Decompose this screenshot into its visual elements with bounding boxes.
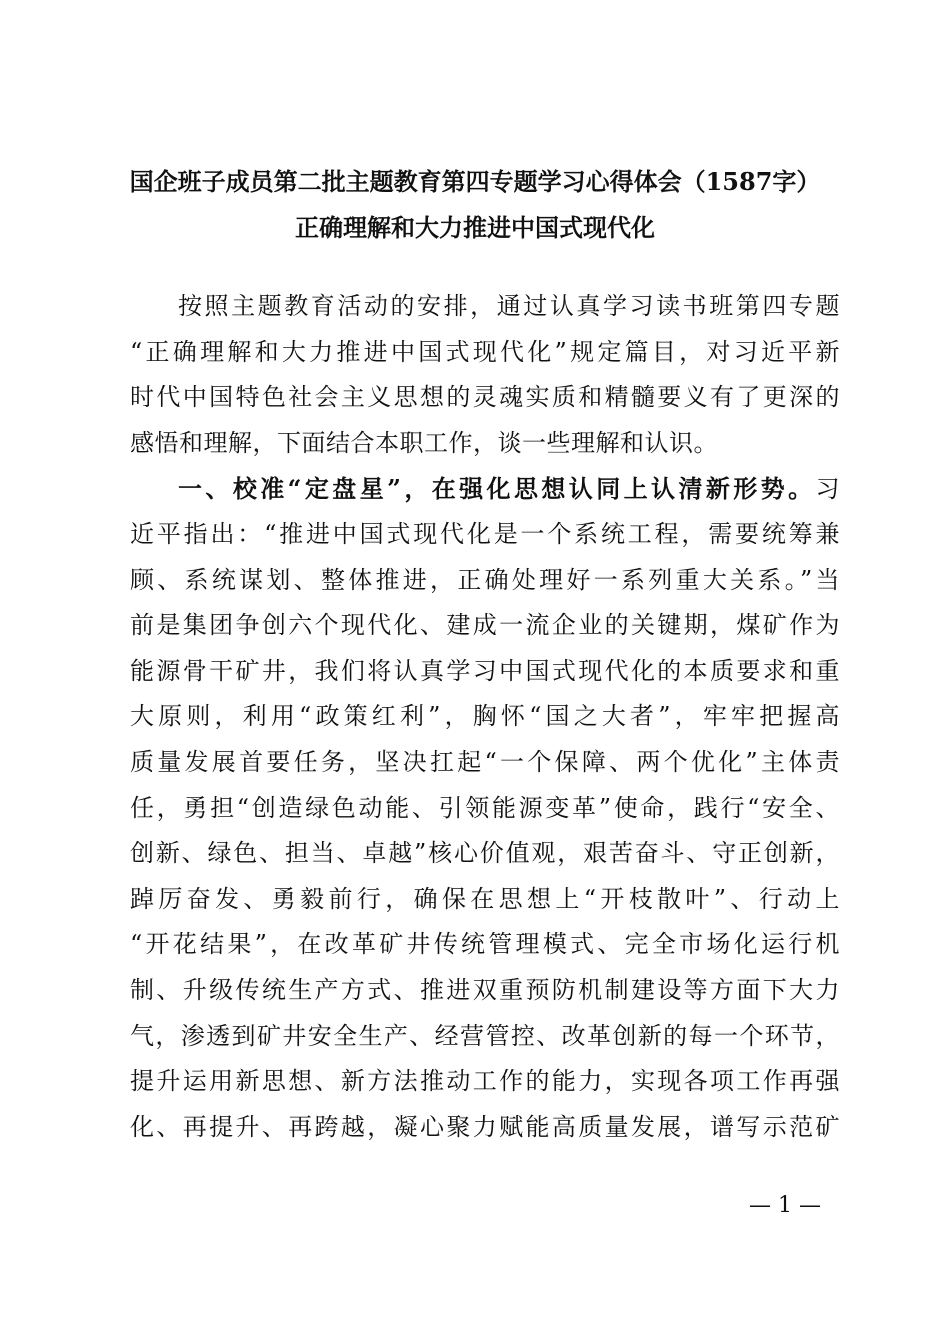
paragraph-line: 创新、绿色、担当、卓越”核心价值观，艰苦奋斗、守正创新， xyxy=(130,839,840,868)
paragraph-line: 大原则，利用“政策红利”，胸怀“国之大者”，牢牢把握高 xyxy=(130,702,840,731)
paragraph-line: 任，勇担“创造绿色动能、引领能源变革”使命，践行“安全、 xyxy=(130,793,840,822)
paragraph-line: “正确理解和大力推进中国式现代化”规定篇目，对习近平新 xyxy=(130,337,840,366)
paragraph-line: 提升运用新思想、新方法推动工作的能力，实现各项工作再强 xyxy=(130,1067,840,1096)
paragraph-line: 顾、系统谋划、整体推进，正确处理好一系列重大关系。”当 xyxy=(130,565,840,594)
section-heading: 一、校准“定盘星”，在强化思想认同上认清新形势。 xyxy=(178,474,816,504)
document-title: 国企班子成员第二批主题教育第四专题学习心得体会（1587字） xyxy=(129,167,821,196)
paragraph-line: 踔厉奋发、勇毅前行，确保在思想上“开枝散叶”、行动上 xyxy=(130,884,840,913)
paragraph-line: 时代中国特色社会主义思想的灵魂实质和精髓要义有了更深的 xyxy=(130,383,840,412)
paragraph-line: 化、再提升、再跨越，凝心聚力赋能高质量发展，谱写示范矿 xyxy=(130,1112,840,1141)
section-heading-line xyxy=(130,466,840,512)
paragraph-line: 制、升级传统生产方式、推进双重预防机制建设等方面下大力 xyxy=(130,975,840,1004)
paragraph-line: 感悟和理解，下面结合本职工作，谈一些理解和认识。 xyxy=(130,428,718,457)
paragraph-line-tail: 习 xyxy=(815,475,840,504)
paragraph-line: 质量发展首要任务，坚决扛起“一个保障、两个优化”主体责 xyxy=(130,747,840,776)
paragraph-line: 按照主题教育活动的安排，通过认真学习读书班第四专题 xyxy=(178,292,840,320)
document-body xyxy=(130,284,840,1150)
paragraph-line: 能源骨干矿井，我们将认真学习中国式现代化的本质要求和重 xyxy=(130,656,840,685)
document-subtitle: 正确理解和大力推进中国式现代化 xyxy=(295,213,655,242)
paragraph-line: “开花结果”，在改革矿井传统管理模式、完全市场化运行机 xyxy=(130,930,840,959)
paragraph-line: 近平指出：“推进中国式现代化是一个系统工程，需要统筹兼 xyxy=(130,519,840,548)
paragraph-line: 前是集团争创六个现代化、建成一流企业的关键期，煤矿作为 xyxy=(130,611,840,640)
page-number: — 1 — xyxy=(749,1193,821,1218)
paragraph-line: 气，渗透到矿井安全生产、经营管控、改革创新的每一个环节， xyxy=(130,1021,840,1050)
